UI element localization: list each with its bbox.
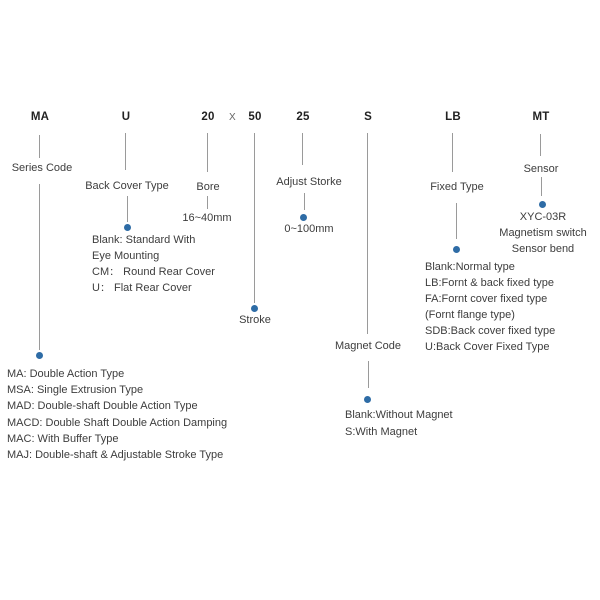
fixed-type-connector-line bbox=[456, 203, 457, 239]
code-magnet: S bbox=[364, 111, 372, 123]
sensor-connector-line bbox=[541, 177, 542, 196]
code-sensor: MT bbox=[532, 111, 550, 123]
back-cover-connector-line bbox=[125, 133, 126, 170]
stroke-connector-line bbox=[254, 133, 255, 303]
series-option: MAJ: Double-shaft & Adjustable Stroke Type bbox=[7, 448, 224, 461]
sensor-connector-line bbox=[540, 134, 541, 156]
stroke-node-dot bbox=[251, 305, 258, 312]
code-bore: 20 bbox=[201, 111, 215, 123]
magnet-option: S:With Magnet bbox=[345, 426, 418, 438]
series-option: MAD: Double-shaft Double Action Type bbox=[7, 400, 198, 413]
code-stroke: 50 bbox=[248, 111, 262, 123]
adjust-stroke-connector-line bbox=[302, 133, 303, 165]
code-separator-x: X bbox=[229, 112, 236, 123]
fixed-type-options bbox=[425, 259, 555, 355]
fixed-type-option: LB:Fornt & back fixed type bbox=[425, 277, 555, 289]
series-connector-line bbox=[39, 135, 40, 158]
sensor-options bbox=[496, 209, 590, 257]
bore-label: Bore bbox=[196, 181, 220, 193]
back-cover-node-dot bbox=[124, 224, 131, 231]
adjust-stroke-range: 0~100mm bbox=[284, 223, 334, 235]
sensor-option: Magnetism switch bbox=[499, 227, 587, 239]
adjust-stroke-connector-line bbox=[304, 193, 305, 210]
fixed-type-connector-line bbox=[452, 133, 453, 172]
bore-range: 16~40mm bbox=[182, 212, 232, 224]
code-adjust-stroke: 25 bbox=[296, 111, 310, 123]
sensor-option: XYC-03R bbox=[519, 211, 567, 223]
sensor-label: Sensor bbox=[523, 163, 559, 175]
magnet-label: Magnet Code bbox=[334, 340, 402, 352]
magnet-node-dot bbox=[364, 396, 371, 403]
code-series: MA bbox=[30, 111, 50, 123]
series-option: MSA: Single Extrusion Type bbox=[7, 384, 144, 397]
series-options bbox=[7, 366, 227, 463]
fixed-type-node-dot bbox=[453, 246, 460, 253]
back-cover-option: Blank: Standard With bbox=[92, 234, 196, 246]
magnet-connector-line bbox=[367, 133, 368, 334]
back-cover-option: U： Flat Rear Cover bbox=[92, 282, 192, 294]
adjust-stroke-node-dot bbox=[300, 214, 307, 221]
back-cover-option: Eye Mounting bbox=[92, 250, 160, 262]
sensor-node-dot bbox=[539, 201, 546, 208]
fixed-type-label: Fixed Type bbox=[430, 181, 484, 193]
fixed-type-option: (Fornt flange type) bbox=[425, 309, 515, 321]
fixed-type-option: SDB:Back cover fixed type bbox=[425, 325, 556, 337]
code-fixed-type: LB bbox=[445, 111, 461, 123]
magnet-options bbox=[345, 407, 453, 441]
magnet-connector-line bbox=[368, 361, 369, 388]
bore-connector-line bbox=[207, 133, 208, 172]
series-option: MA: Double Action Type bbox=[7, 368, 125, 380]
back-cover-label: Back Cover Type bbox=[85, 180, 169, 192]
back-cover-option: CM： Round Rear Cover bbox=[92, 266, 215, 278]
adjust-stroke-label: Adjust Storke bbox=[276, 176, 342, 188]
series-option: MACD: Double Shaft Double Action Damping bbox=[7, 416, 228, 429]
series-connector-line bbox=[39, 184, 40, 350]
magnet-option: Blank:Without Magnet bbox=[345, 409, 453, 421]
back-cover-options bbox=[92, 232, 215, 296]
fixed-type-option: U:Back Cover Fixed Type bbox=[425, 341, 550, 353]
fixed-type-option: Blank:Normal type bbox=[425, 261, 515, 273]
stroke-label: Stroke bbox=[239, 314, 271, 326]
series-option: MAC: With Buffer Type bbox=[7, 432, 119, 445]
back-cover-connector-line bbox=[127, 196, 128, 222]
code-back-cover: U bbox=[121, 111, 131, 123]
series-node-dot bbox=[36, 352, 43, 359]
fixed-type-option: FA:Fornt cover fixed type bbox=[425, 293, 548, 305]
series-label: Series Code bbox=[11, 162, 73, 174]
bore-connector-line bbox=[207, 196, 208, 209]
sensor-option: Sensor bend bbox=[511, 243, 575, 255]
